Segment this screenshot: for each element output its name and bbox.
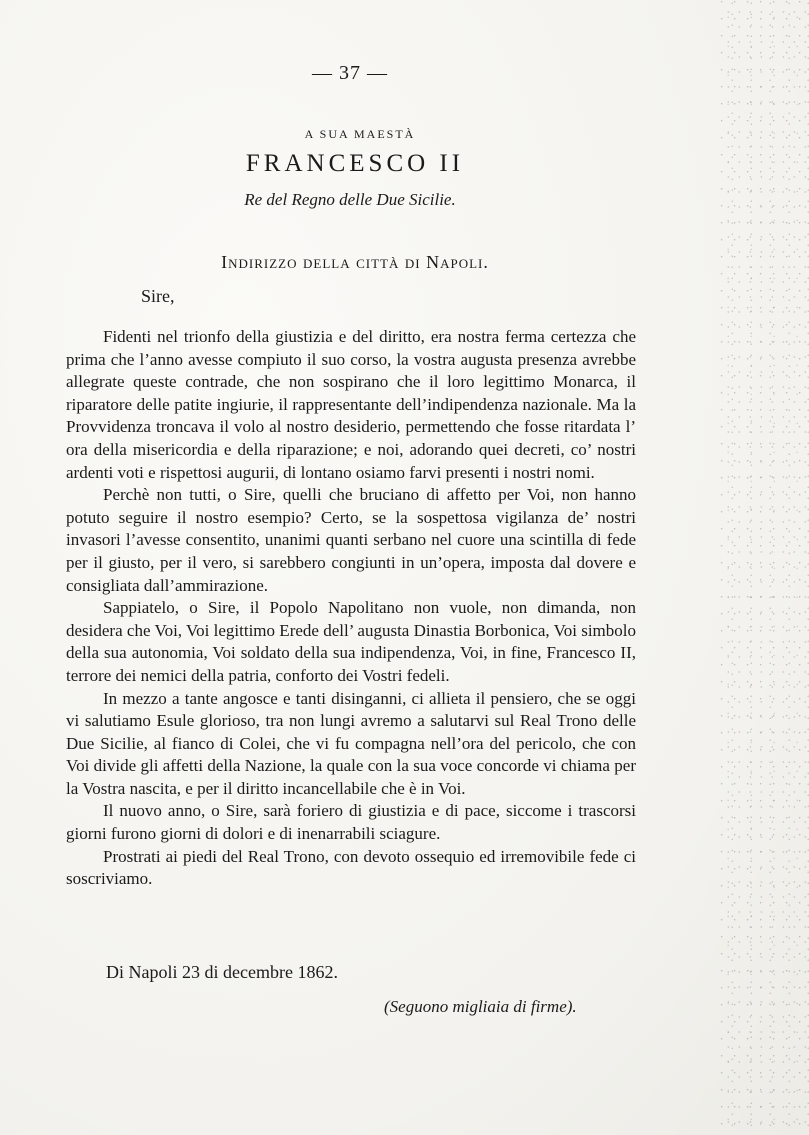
page-edge-speckle bbox=[719, 0, 809, 1135]
paragraph: Perchè non tutti, o Sire, quelli che bruciano di affetto per Voi, non hanno potuto seguire il nostro esempio? Certo, se la sospettosa vigilanza de’ nostri invasori l’avesse consentito, unanimi quanti serbano nel cuore una scintilla di fede per il giusto, per il vero, si sarebbero congiunti in un’opera, imposta dal dovere e consigliata dall’ammirazione. bbox=[66, 485, 636, 595]
signatures-note: (Seguono migliaia di firme). bbox=[384, 997, 577, 1016]
paragraph: Fidenti nel trionfo della giustizia e del diritto, era nostra ferma certezza che prima che l’anno avesse compiuto il suo corso, la vostra augusta presenza avrebbe allegrate queste contrade, che non sospirano che il loro legittimo Monarca, il riparatore delle patite ingiurie, il rappresentante dell’indipendenza nazionale. Ma la Provvidenza troncava il volo al nostro desiderio, permettendo che fosse ritardata l’ ora della misericordia e della riparazione; e noi, adorando quei decreti, co’ nostri ardenti voti e rispettosi augurii, di lontano osiamo farvi presenti i nostri nomi. bbox=[66, 327, 636, 482]
paragraph: Prostrati ai piedi del Real Trono, con devoto ossequio ed irremovibile fede ci soscriviamo. bbox=[66, 846, 636, 889]
date-line: Di Napoli 23 di decembre 1862. bbox=[106, 962, 338, 982]
sovereign-name: FRANCESCO II bbox=[245, 150, 465, 177]
paragraph: Il nuovo anno, o Sire, sarà foriero di giustizia e di pace, siccome i trascorsi giorni furono giorni di dolori e di inenarrabili sciagure. bbox=[66, 801, 636, 844]
address-heading: Indirizzo della città di Napoli. bbox=[221, 252, 489, 272]
paragraph: In mezzo a tante angosce e tanti disinganni, ci allieta il pensiero, che se oggi vi salutiamo Esule glorioso, tra non lungi avremo a salutarvi sul Real Trono delle Due Sicilie, al fianco di Colei, che vi fu compagna nell’ora del pericolo, che con Voi divide gli affetti della Nazione, la quale con la sua voce concorde vi chiama per la Vostra nascita, e per il diritto incancellabile che è in Voi. bbox=[66, 688, 636, 798]
dedication-line: A SUA MAESTÀ bbox=[304, 127, 416, 141]
realm-subtitle: Re del Regno delle Due Sicilie. bbox=[244, 190, 456, 209]
paragraph: Sappiatelo, o Sire, il Popolo Napolitano non vuole, non dimanda, non desidera che Voi, Voi legittimo Erede dell’ augusta Dinastia Borbonica, Voi simbolo della sua autonomia, Voi soldato della sua indipendenza, Voi, in fine, Francesco II, terrore dei nemici della patria, conforto dei Vostri fedeli. bbox=[66, 598, 636, 685]
letter-body bbox=[66, 326, 636, 891]
page-number: — 37 — bbox=[312, 62, 388, 84]
salutation: Sire, bbox=[141, 286, 175, 306]
